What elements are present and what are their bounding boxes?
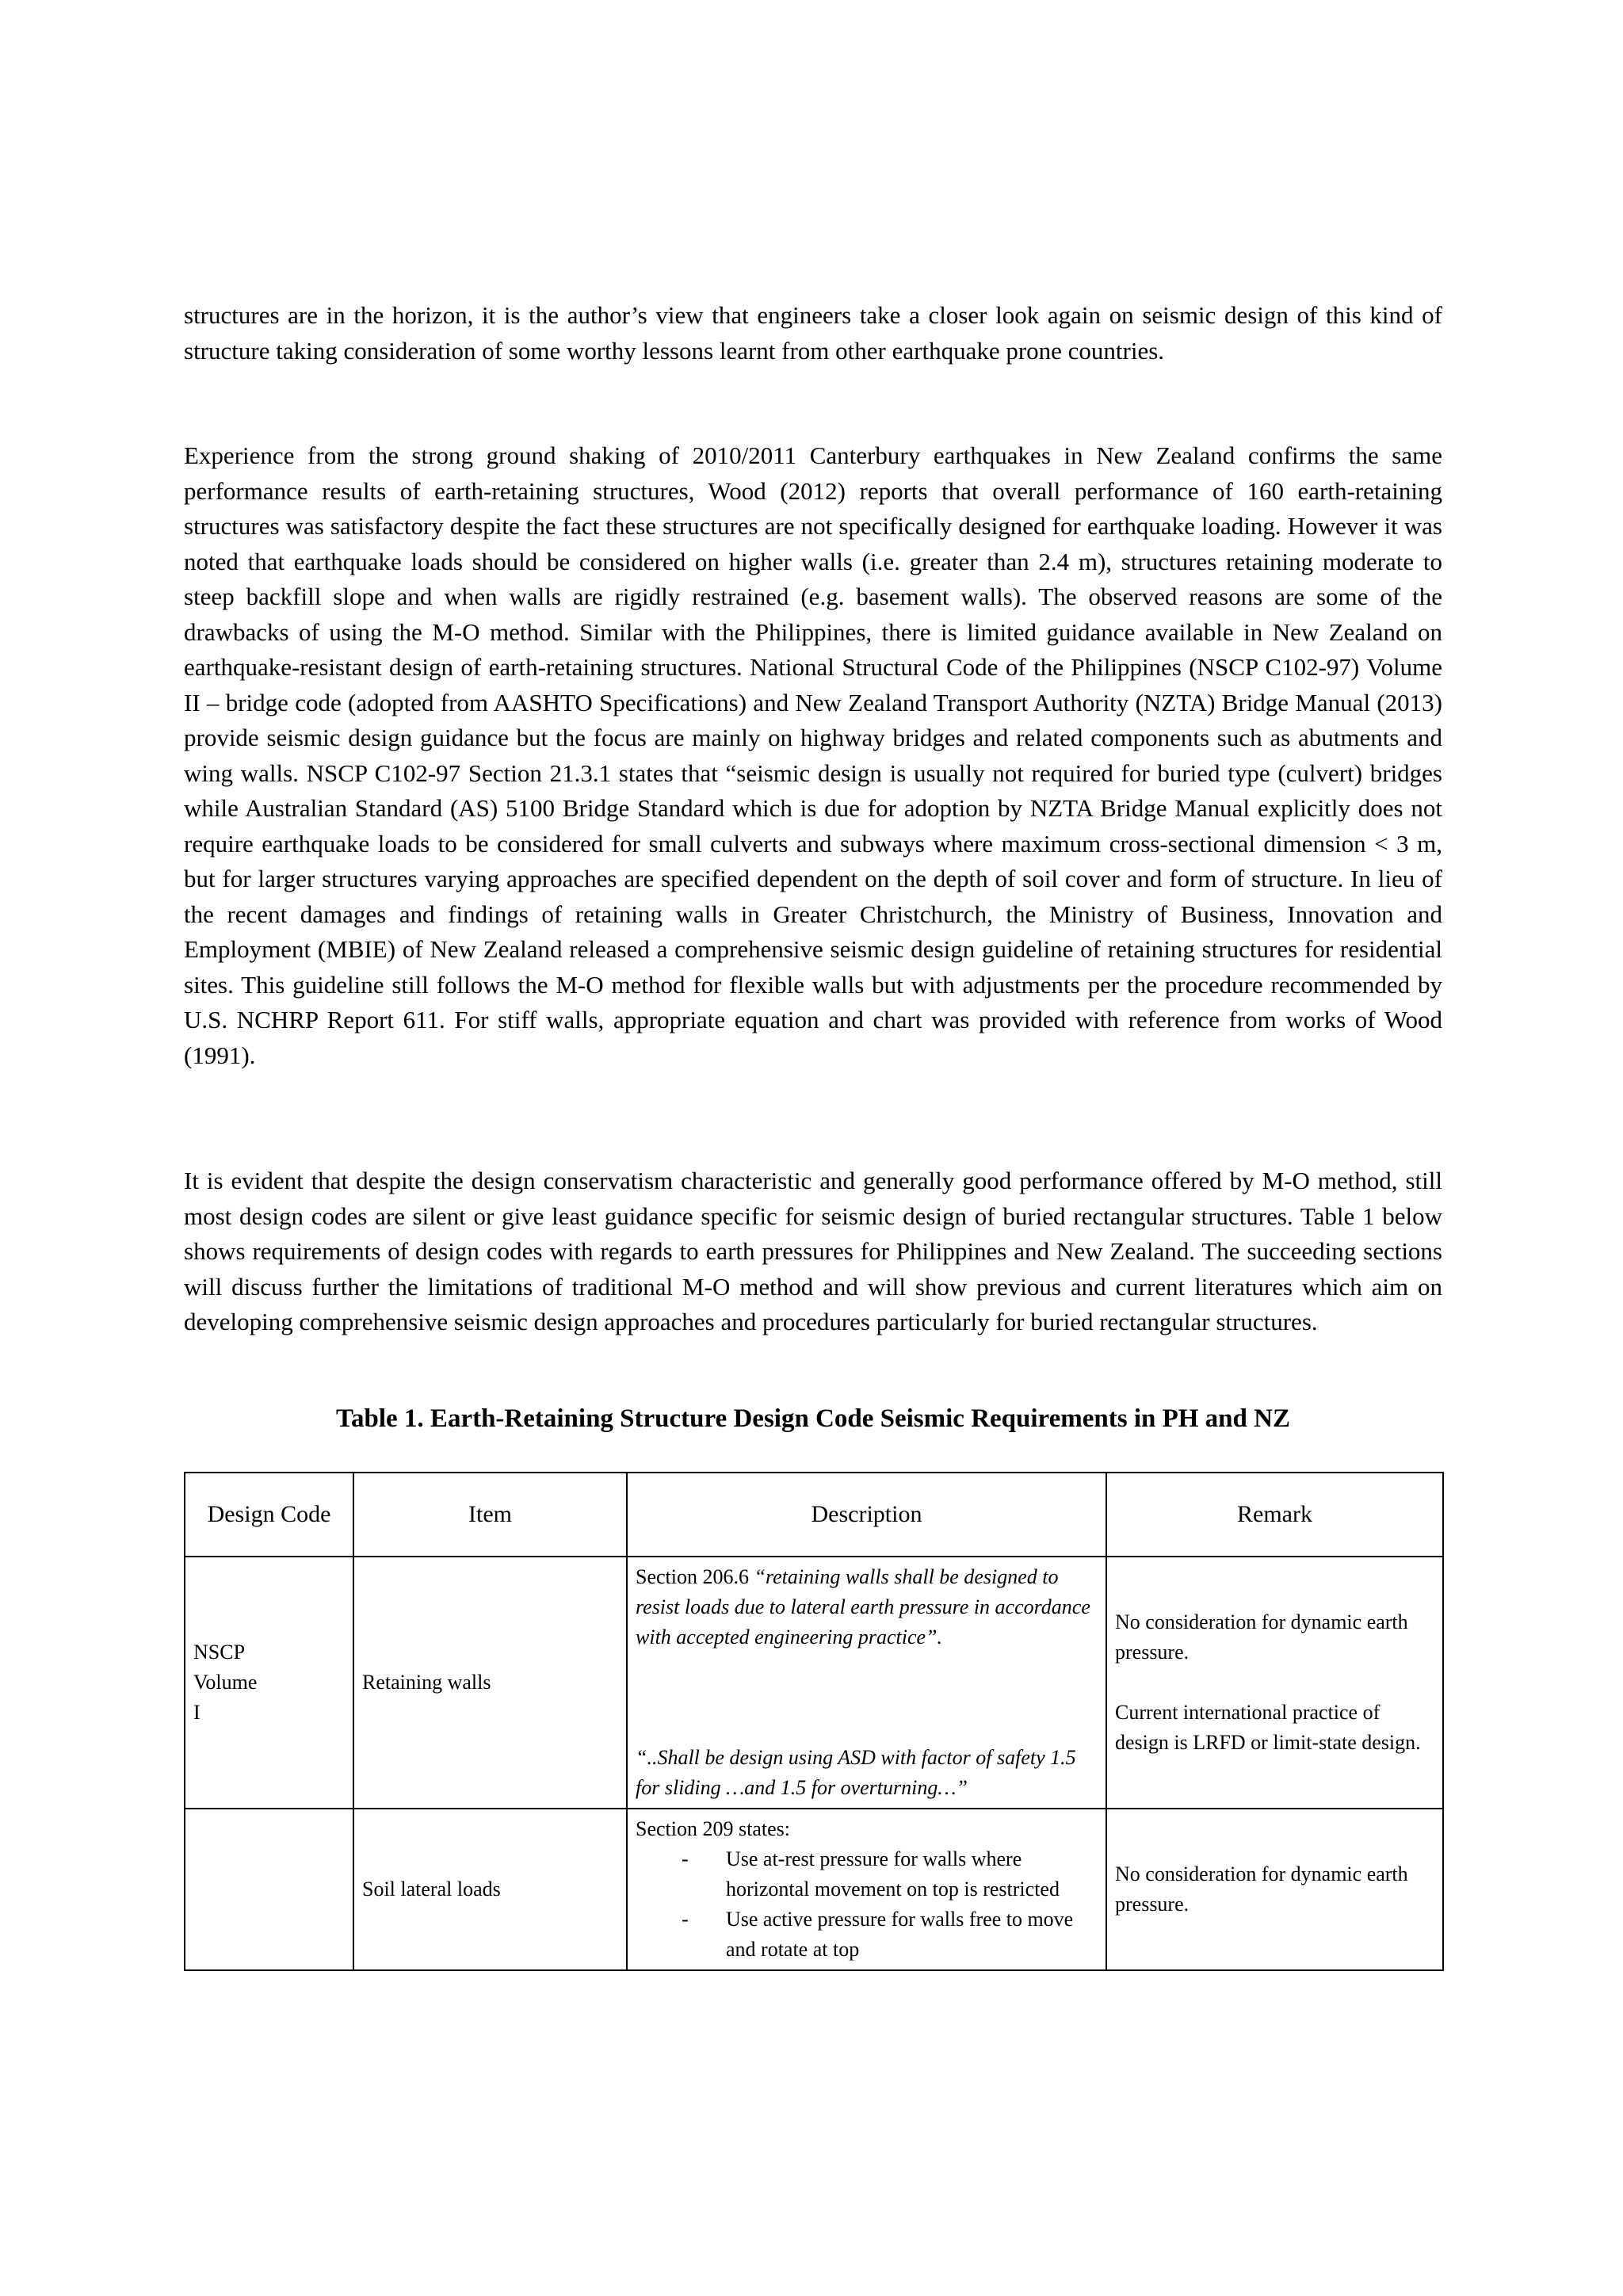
remark-spacer xyxy=(1115,1668,1434,1698)
description-spacer xyxy=(636,1652,1098,1743)
table-row xyxy=(185,1557,1443,1809)
list-item-label: Use at-rest pressure for walls where horizontal movement on top is restricted xyxy=(726,1847,1060,1901)
table-row xyxy=(185,1809,1443,1970)
column-header-description: Description xyxy=(627,1473,1106,1557)
dash-bullet-icon: - xyxy=(682,1908,689,1931)
remark-text-2: Current international practice of design is LRFD or limit-state design. xyxy=(1115,1701,1421,1754)
list-item xyxy=(682,1904,1098,1965)
list-item-label: Use active pressure for walls free to move and rotate at top xyxy=(726,1908,1074,1961)
description-intro: Section 206.6 xyxy=(636,1565,754,1588)
cell-remark xyxy=(1106,1809,1443,1970)
description-quote-1: “retaining walls shall be designed to resist loads due to lateral earth pressure in accordance with accepted engineering practice”. xyxy=(636,1565,1090,1648)
cell-description xyxy=(627,1557,1106,1809)
remark-text-1: No consideration for dynamic earth pressure. xyxy=(1115,1610,1408,1664)
design-code-line-2: Volume xyxy=(193,1671,258,1694)
table-wrapper xyxy=(184,1472,1442,1971)
paragraph-2: Experience from the strong ground shaking of 2010/2011 Canterbury earthquakes in New Zealand confirms the same performance results of earth-retaining structures, Wood (2012) reports that overall performance of 160 earth-retaining structures was satisfactory despite the fact these structures are not specifically designed for earthquake loading. However it was noted that earthquake loads should be considered on higher walls (i.e. greater than 2.4 m), structures retaining moderate to steep backfill slope and when walls are rigidly restrained (e.g. basement walls). The observed reasons are some of the drawbacks of using the M-O method. Similar with the Philippines, there is limited guidance available in New Zealand on earthquake-resistant design of earth-retaining structures. National Structural Code of the Philippines (NSCP C102-97) Volume II – bridge code (adopted from AASHTO Specifications) and New Zealand Transport Authority (NZTA) Bridge Manual (2013) provide seismic design guidance but the focus are mainly on highway bridges and related components such as abutments and wing walls. NSCP C102-97 Section 21.3.1 states that “seismic design is usually not required for buried type (culvert) bridges while Australian Standard (AS) 5100 Bridge Standard which is due for adoption by NZTA Bridge Manual explicitly does not require earthquake loads to be considered for small culverts and subways where maximum cross-sectional dimension < 3 m, but for larger structures varying approaches are specified dependent on the depth of soil cover and form of structure. In lieu of the recent damages and findings of retaining walls in Greater Christchurch, the Ministry of Business, Innovation and Employment (MBIE) of New Zealand released a comprehensive seismic design guideline of retaining structures for residential sites. This guideline still follows the M-O method for flexible walls but with adjustments per the procedure recommended by U.S. NCHRP Report 611. For stiff walls, appropriate equation and chart was provided with reference from works of Wood (1991). xyxy=(184,441,1442,1069)
design-code-requirements-table xyxy=(184,1472,1444,1971)
column-header-remark: Remark xyxy=(1106,1473,1443,1557)
description-quote-2: “..Shall be design using ASD with factor of safety 1.5 for sliding …and 1.5 for overturning…” xyxy=(636,1746,1076,1799)
cell-remark xyxy=(1106,1557,1443,1809)
cell-item: Retaining walls xyxy=(353,1557,627,1809)
list-item xyxy=(682,1844,1098,1904)
description-bullet-list xyxy=(636,1844,1098,1965)
design-code-line-3: I xyxy=(193,1701,200,1724)
document-page xyxy=(184,0,1442,2296)
column-header-item: Item xyxy=(353,1473,627,1557)
remark-text-1: No consideration for dynamic earth pressure. xyxy=(1115,1862,1408,1916)
dash-bullet-icon: - xyxy=(682,1847,689,1870)
description-intro: Section 209 states: xyxy=(636,1817,790,1840)
table-header xyxy=(185,1473,1443,1557)
cell-item: Soil lateral loads xyxy=(353,1809,627,1970)
paragraph-3: It is evident that despite the design conservatism characteristic and generally good performance offered by M-O method, still most design codes are silent or give least guidance specific for seismic design of buried rectangular structures. Table 1 below shows requirements of design codes with regards to earth pressures for Philippines and New Zealand. The succeeding sections will discuss further the limitations of traditional M-O method and will show previous and current literatures which aim on developing comprehensive seismic design approaches and procedures particularly for buried rectangular structures. xyxy=(184,1167,1442,1335)
design-code-line-1: NSCP xyxy=(193,1641,246,1664)
cell-description xyxy=(627,1809,1106,1970)
table-header-row xyxy=(185,1473,1443,1557)
paragraph-1: structures are in the horizon, it is the author’s view that engineers take a closer look again on seismic design of this kind of structure taking consideration of some worthy lessons learnt from other earthquake prone countries. xyxy=(184,301,1442,365)
cell-design-code xyxy=(185,1557,353,1809)
cell-design-code xyxy=(185,1809,353,1970)
table-caption: Table 1. Earth-Retaining Structure Design Code Seismic Requirements in PH and NZ xyxy=(336,1404,1290,1433)
table-body xyxy=(185,1557,1443,1970)
column-header-design-code: Design Code xyxy=(185,1473,353,1557)
